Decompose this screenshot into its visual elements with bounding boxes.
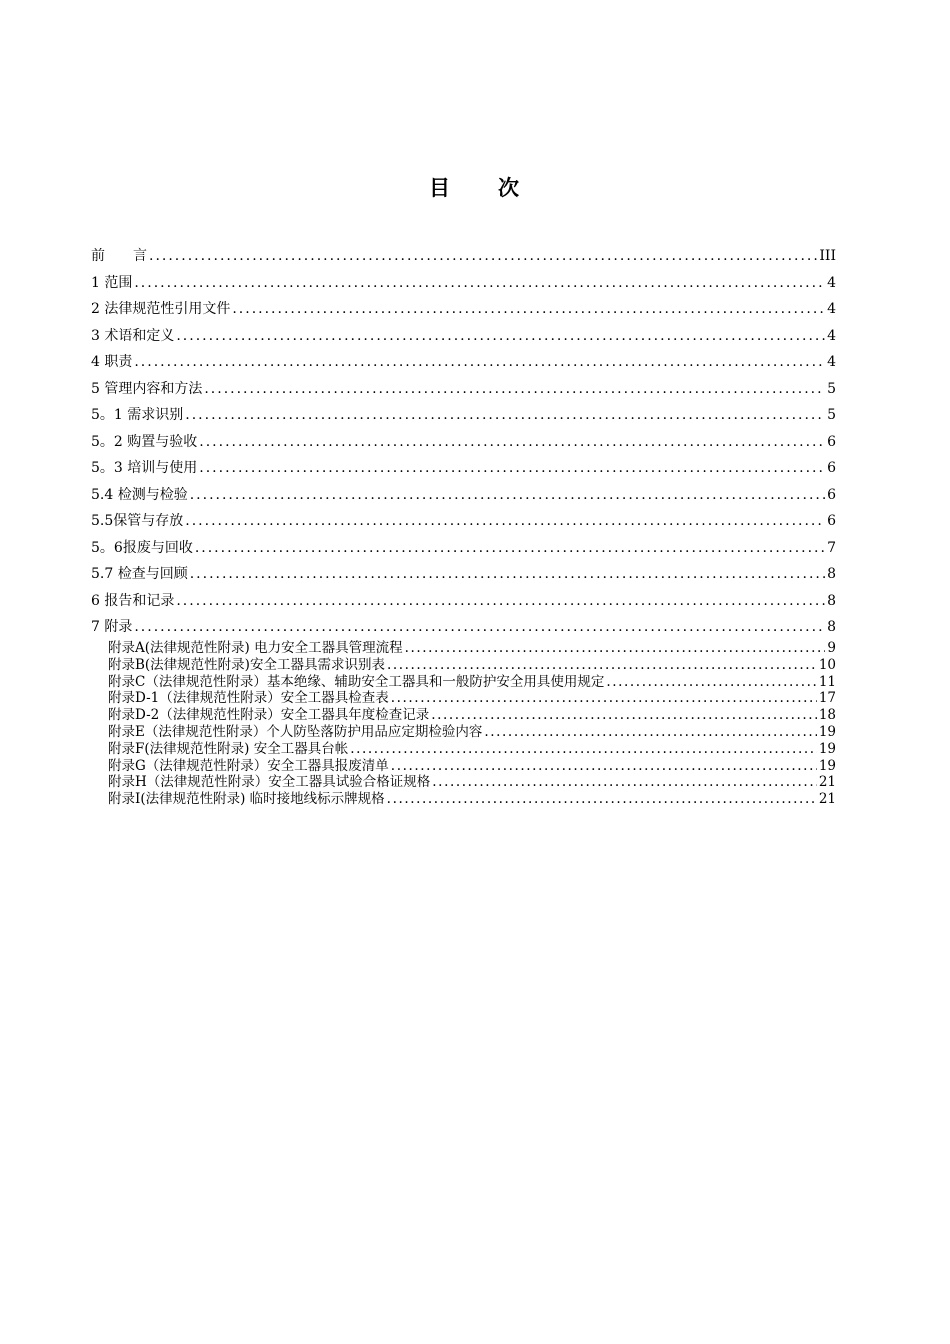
toc-entry-label: 5。2 购置与验收 (91, 433, 198, 450)
toc-entry-label: 附录A(法律规范性附录) 电力安全工器具管理流程 (108, 640, 403, 656)
toc-dot-leader (195, 535, 825, 562)
toc-entry[interactable] (91, 402, 836, 429)
toc-appendix-entry[interactable] (108, 690, 836, 707)
toc-dot-leader (432, 774, 817, 791)
toc-entry-label: 附录C（法律规范性附录）基本绝缘、辅助安全工器具和一般防护安全用具使用规定 (108, 673, 605, 690)
toc-entry-label: 7 附录 (91, 619, 133, 635)
toc-entry[interactable] (91, 535, 836, 562)
toc-appendix-entry[interactable] (108, 758, 836, 775)
toc-appendix-entry[interactable] (108, 674, 836, 691)
toc-entry-label: 1 范围 (91, 274, 133, 291)
toc-dot-leader (391, 758, 817, 775)
toc-appendix-entry[interactable] (108, 657, 836, 674)
toc-entry-page: III (819, 248, 836, 264)
toc-entry-label: 附录D-2（法律规范性附录）安全工器具年度检查记录 (108, 707, 430, 724)
toc-entry-page: 21 (818, 791, 836, 808)
toc-entry-page: 19 (818, 757, 836, 774)
toc-entry-page: 9 (827, 640, 836, 656)
toc-entry-label: 5。3 培训与使用 (91, 460, 198, 476)
toc-entry-label: 附录D-1（法律规范性附录）安全工器具检查表 (108, 690, 389, 707)
toc-entry-label: 5。6报废与回收 (91, 539, 193, 556)
toc-entry-page: 17 (818, 690, 836, 707)
toc-entry-label: 5。1 需求识别 (91, 407, 184, 423)
toc-dot-leader (199, 455, 825, 482)
toc-entry-label: 5 管理内容和方法 (91, 380, 203, 397)
toc-entry[interactable] (91, 561, 836, 588)
toc-dot-leader (232, 296, 825, 323)
toc-entry[interactable] (91, 508, 836, 535)
toc-entry-page: 21 (818, 774, 836, 791)
toc-dot-leader (387, 657, 817, 674)
toc-entry-page: 11 (818, 673, 836, 690)
toc-entry[interactable] (91, 243, 836, 270)
toc-entry-label: 6 报告和记录 (91, 592, 175, 609)
toc-appendix-entry[interactable] (108, 640, 836, 657)
toc-entry-page: 18 (818, 707, 836, 724)
toc-appendices (108, 640, 836, 808)
toc-entry-label: 5.7 检查与回顾 (91, 566, 188, 582)
toc-entry-page: 6 (827, 460, 836, 476)
toc-entry-page: 7 (827, 539, 836, 556)
toc-entry-page: 6 (827, 486, 836, 503)
toc-entry-label: 5.5保管与存放 (91, 513, 184, 529)
toc-dot-leader (176, 588, 825, 615)
toc-entry-label: 附录G（法律规范性附录）安全工器具报废清单 (108, 757, 389, 774)
toc-entry-page: 19 (818, 740, 836, 757)
toc-entry-label: 2 法律规范性引用文件 (91, 301, 231, 317)
toc-entry[interactable] (91, 376, 836, 403)
toc-entry-page: 8 (827, 619, 836, 635)
toc-dot-leader (606, 674, 816, 691)
toc-dot-leader (190, 561, 825, 588)
toc-entry-page: 6 (827, 433, 836, 450)
toc-dot-leader (391, 690, 817, 707)
toc-entry-label: 4 职责 (91, 354, 133, 370)
toc-entry[interactable] (91, 614, 836, 641)
toc-entry-label: 前 言 (91, 248, 147, 264)
toc-entry-page: 5 (827, 380, 836, 397)
toc-entry-label: 附录F(法律规范性附录) 安全工器具台帐 (108, 740, 349, 757)
toc-entry[interactable] (91, 455, 836, 482)
toc-entry-page: 8 (827, 592, 836, 609)
toc-dot-leader (134, 614, 825, 641)
toc-dot-leader (387, 791, 817, 808)
toc-dot-leader (185, 508, 825, 535)
toc-dot-leader (405, 640, 826, 657)
toc-entry-label: 附录E（法律规范性附录）个人防坠落防护用品应定期检验内容 (108, 723, 483, 740)
toc-entry-page: 4 (827, 274, 836, 291)
toc-entry-page: 4 (827, 301, 836, 317)
toc-entry[interactable] (91, 429, 836, 456)
toc-dot-leader (134, 349, 825, 376)
toc-entry[interactable] (91, 296, 836, 323)
toc-entry-page: 6 (827, 513, 836, 529)
toc-entry-label: 附录H（法律规范性附录）安全工器具试验合格证规格 (108, 774, 431, 791)
toc-dot-leader (204, 376, 825, 403)
toc-dot-leader (190, 482, 825, 509)
toc-entry-page: 4 (827, 354, 836, 370)
toc-dot-leader (185, 402, 825, 429)
toc-dot-leader (431, 707, 817, 724)
toc-entry[interactable] (91, 482, 836, 509)
toc-entry[interactable] (91, 349, 836, 376)
toc-dot-leader (149, 243, 817, 270)
toc-entry[interactable] (91, 270, 836, 297)
toc-entry-page: 4 (827, 327, 836, 344)
page-title: 目 次 (429, 176, 521, 200)
toc-dot-leader (134, 270, 825, 297)
toc-appendix-entry[interactable] (108, 707, 836, 724)
toc-entry-label: 附录B(法律规范性附录)安全工器具需求识别表 (108, 656, 385, 673)
toc-main (91, 243, 836, 641)
toc-dot-leader (176, 323, 825, 350)
toc-entry-label: 附录I(法律规范性附录) 临时接地线标示牌规格 (108, 791, 385, 808)
toc-dot-leader (350, 741, 817, 758)
toc-appendix-entry[interactable] (108, 774, 836, 791)
toc-entry-label: 3 术语和定义 (91, 327, 175, 344)
toc-entry-page: 8 (827, 566, 836, 582)
toc-entry-label: 5.4 检测与检验 (91, 486, 188, 503)
toc-entry-page: 5 (827, 407, 836, 423)
toc-dot-leader (199, 429, 825, 456)
toc-appendix-entry[interactable] (108, 724, 836, 741)
toc-dot-leader (484, 724, 816, 741)
toc-appendix-entry[interactable] (108, 791, 836, 808)
toc-entry[interactable] (91, 588, 836, 615)
toc-entry-page: 19 (818, 723, 836, 740)
toc-appendix-entry[interactable] (108, 741, 836, 758)
toc-entry[interactable] (91, 323, 836, 350)
toc-entry-page: 10 (818, 656, 836, 673)
